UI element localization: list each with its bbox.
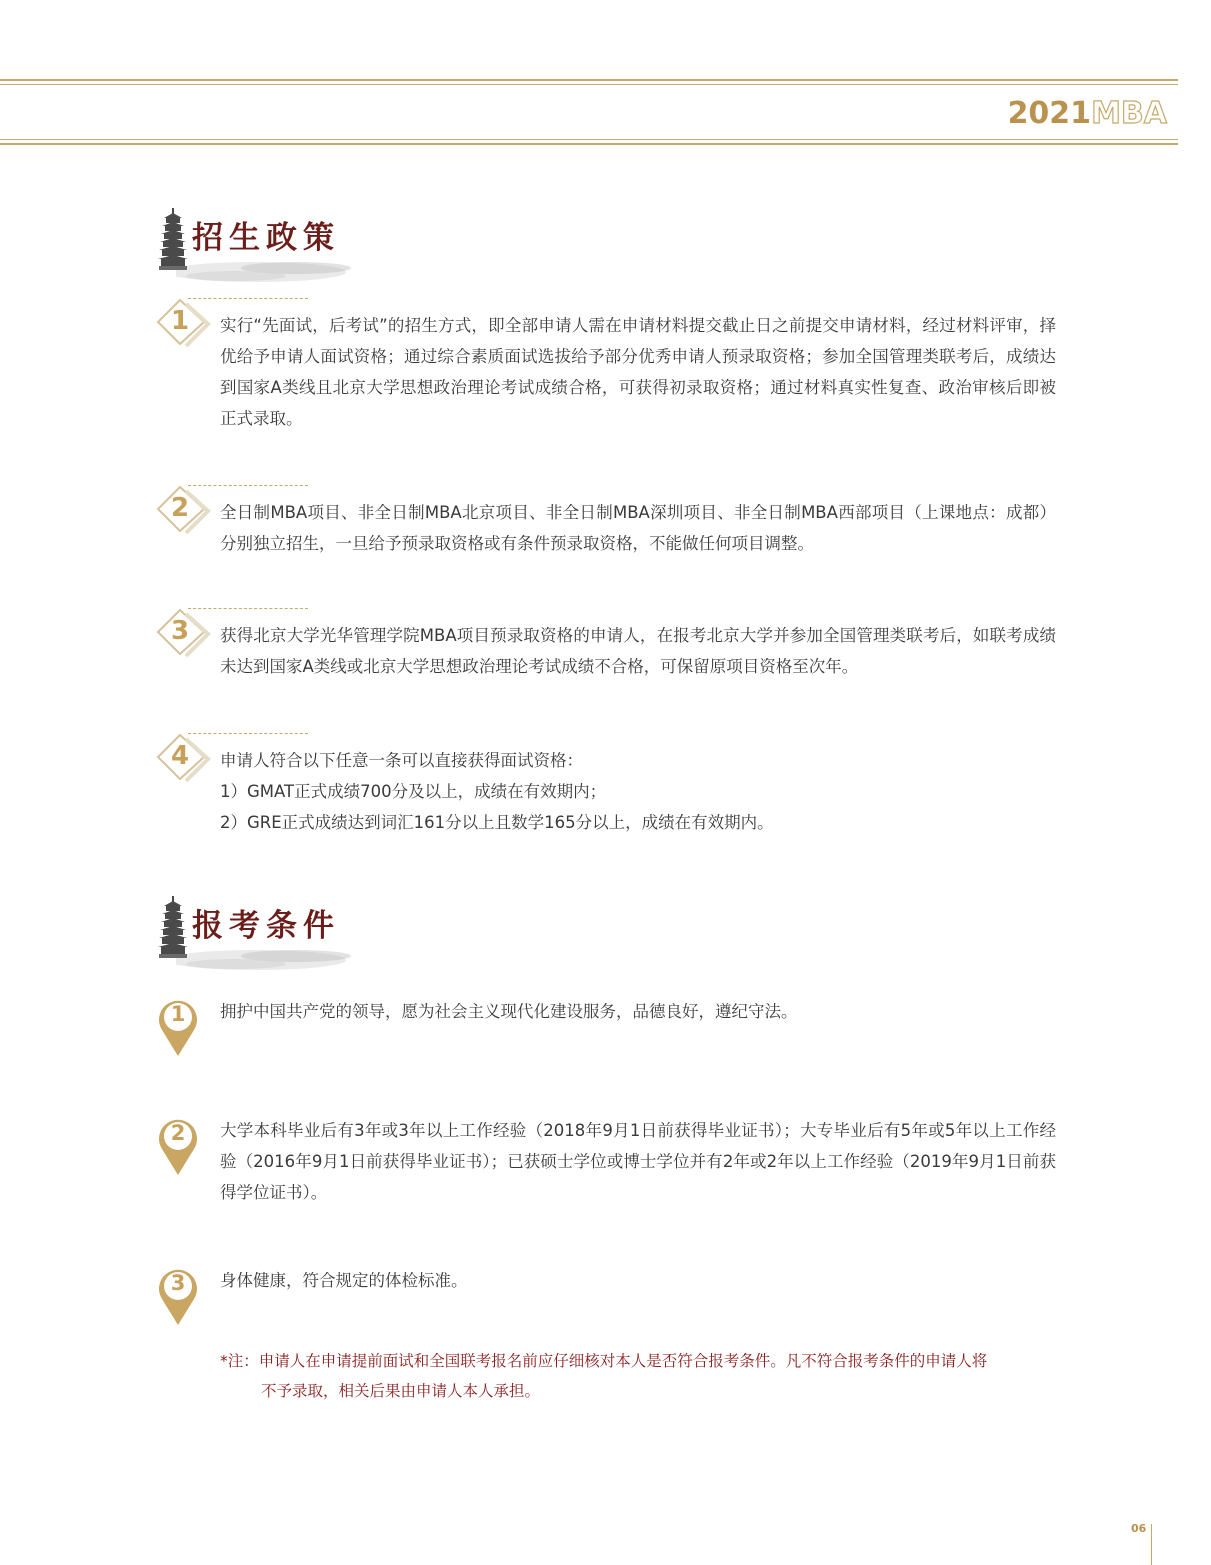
policy-text-line: 全日制MBA项目、非全日制MBA北京项目、非全日制MBA深圳项目、非全日制MBA西部项目（上课地点：成都）分别独立招生，一旦给予预录取资格或有条件预录取资格，不能做任何项目调整。 [220, 503, 1056, 553]
brand-program: MBA [1091, 96, 1167, 131]
requirement-text: 拥护中国共产党的领导，愿为社会主义现代化建设服务，品德良好，遵纪守法。 [220, 1002, 798, 1021]
brand-logo [1008, 96, 1167, 131]
pagoda-icon [156, 896, 190, 976]
policy-text [220, 310, 1056, 434]
requirement-text: 身体健康，符合规定的体检标准。 [220, 1271, 468, 1290]
brand-year: 2021 [1007, 96, 1092, 131]
requirement-number: 3 [170, 1271, 186, 1295]
section-title-requirements [156, 896, 366, 986]
policy-text [220, 620, 1056, 682]
policy-text-line: 申请人符合以下任意一条可以直接获得面试资格： [220, 751, 583, 770]
requirement-number: 1 [170, 1002, 186, 1026]
policy-number: 4 [170, 741, 190, 771]
policy-number: 2 [170, 493, 190, 523]
pagoda-icon [156, 208, 190, 288]
requirement-text: 大学本科毕业后有3年或3年以上工作经验（2018年9月1日前获得毕业证书）；大专毕业后有5年或5年以上工作经验（2016年9月1日前获得毕业证书）；已获硕士学位或博士学位并有2年或2年以上工作经验（2019年9月1日前获得学位证书）。 [220, 1121, 1056, 1202]
policy-text [220, 745, 1056, 838]
footnote-line-2: 不予录取，相关后果由申请人本人承担。 [261, 1382, 541, 1400]
footnote-line-1: *注：申请人在申请提前面试和全国联考报名前应仔细核对本人是否符合报考条件。凡不符合报考条件的申请人将 [220, 1352, 988, 1370]
policy-text-line: 1）GMAT正式成绩700分及以上，成绩在有效期内； [220, 782, 607, 801]
policy-text [220, 497, 1056, 559]
requirement-number: 2 [170, 1121, 186, 1145]
policy-text-line: 获得北京大学光华管理学院MBA项目预录取资格的申请人，在报考北京大学并参加全国管理类联考后，如联考成绩未达到国家A类线或北京大学思想政治理论考试成绩不合格，可保留原项目资格至次年。 [220, 626, 1056, 676]
header-rule-bottom-1 [0, 139, 1178, 140]
page-number-rule [1151, 1524, 1152, 1565]
footnote [220, 1346, 1056, 1406]
policy-number: 1 [170, 306, 190, 336]
header-rule-bottom-2 [0, 143, 1178, 145]
header-rule-top-2 [0, 84, 1178, 85]
header-rule-top-1 [0, 79, 1178, 81]
section-title-text: 招生政策 [192, 220, 340, 256]
section-title-policy [156, 208, 366, 298]
section-title-text: 报考条件 [192, 908, 340, 944]
policy-text-line: 2）GRE正式成绩达到词汇161分以上且数学165分以上，成绩在有效期内。 [220, 813, 774, 832]
policy-number: 3 [170, 616, 190, 646]
policy-text-line: 实行“先面试，后考试”的招生方式，即全部申请人需在申请材料提交截止日之前提交申请材料，经过材料评审，择优给予申请人面试资格；通过综合素质面试选拔给予部分优秀申请人预录取资格；参加全国管理类联考后，成绩达到国家A类线且北京大学思想政治理论考试成绩合格，可获得初录取资格；通过材料真实性复查、政治审核后即被正式录取。 [220, 316, 1056, 428]
page-number: 06 [1131, 1522, 1147, 1535]
